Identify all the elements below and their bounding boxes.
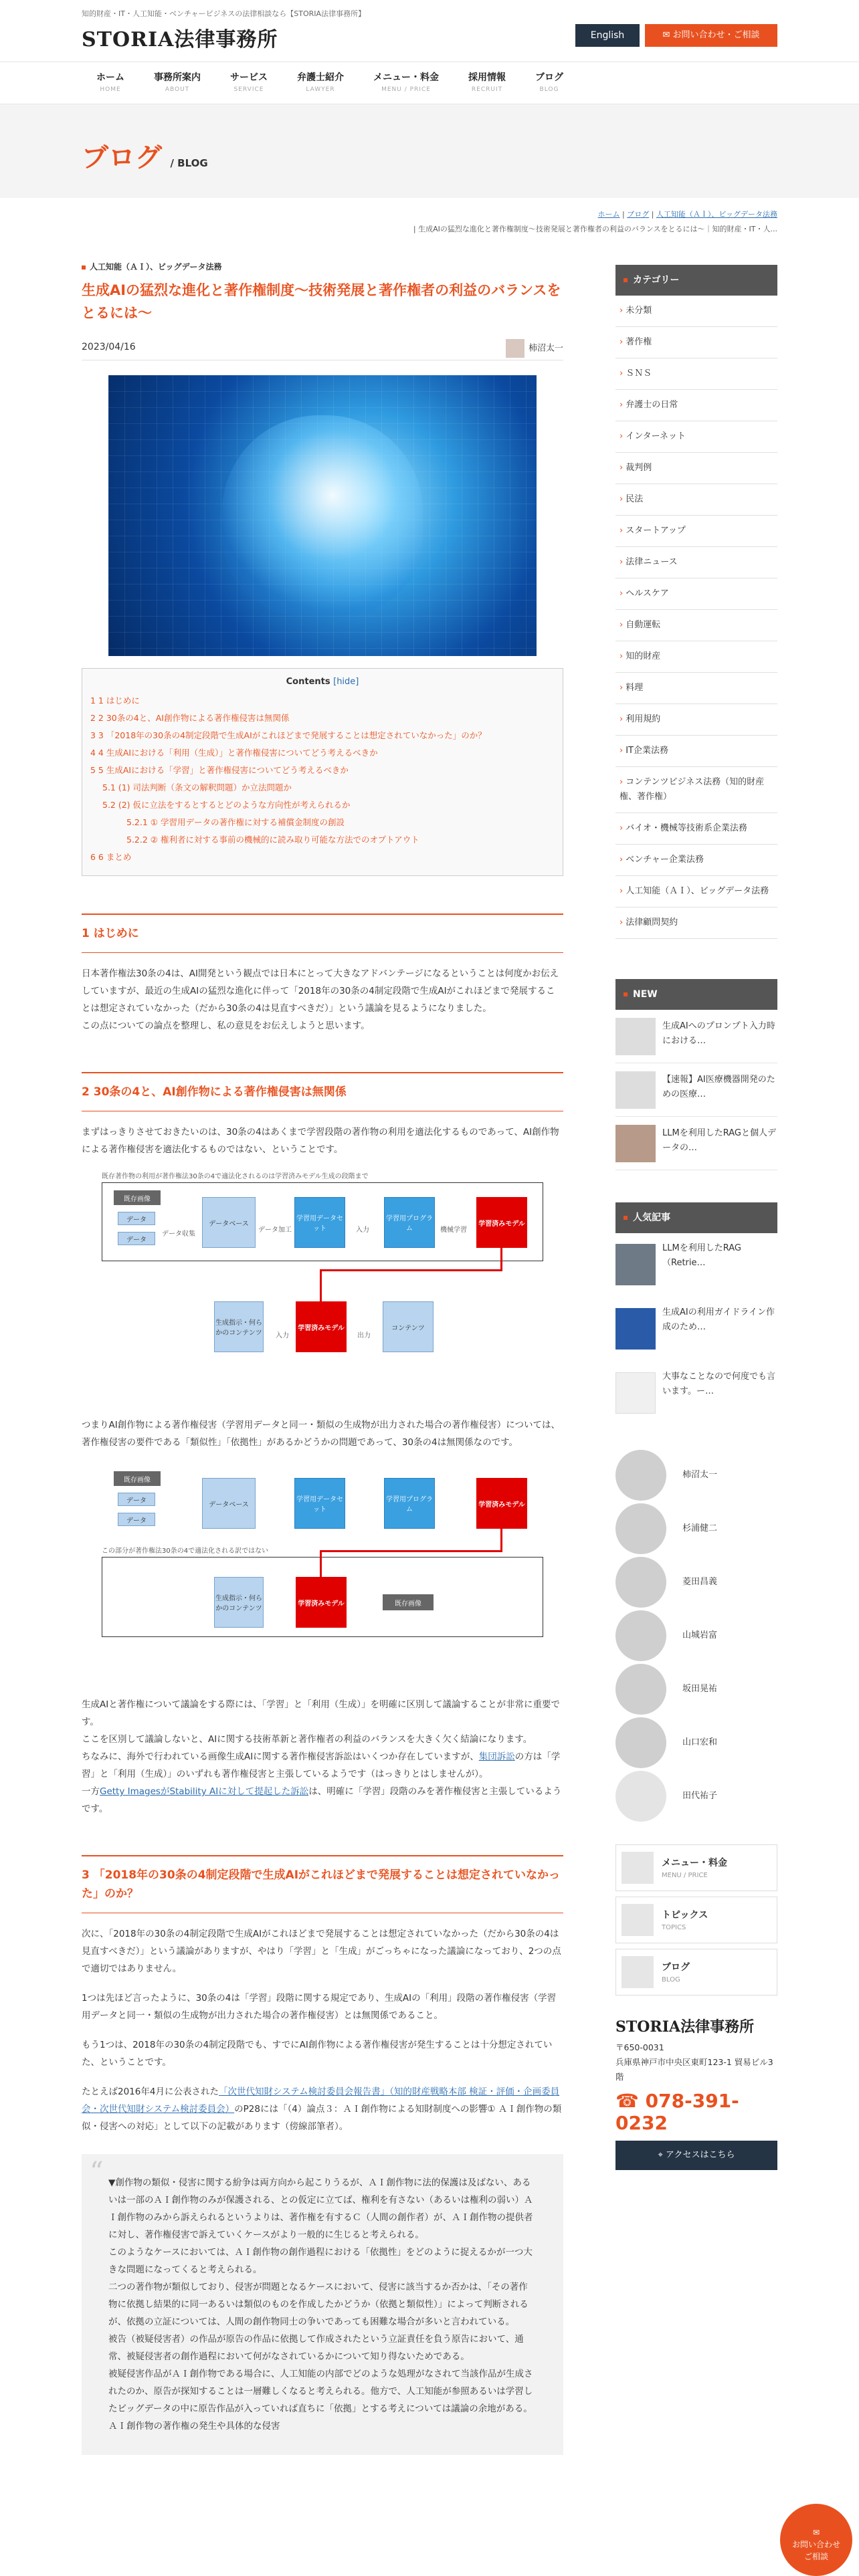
heading-marker: [624, 992, 628, 996]
lawyer-avatar[interactable]: [615, 1450, 666, 1501]
category-item-label[interactable]: 料理: [626, 683, 644, 693]
article-title: 生成AIの猛烈な進化と著作権制度〜技術発展と著作権者の利益のバランスをとるには〜: [82, 282, 561, 321]
new-posts-heading-text: NEW: [633, 989, 658, 1000]
report-link[interactable]: 「次世代知財システム検討委員会報告書」（知的財産戦略本部 検証・評価・企画委員会・次世代知財システム検討委員会）: [82, 2086, 560, 2115]
category-item-label[interactable]: コンテンツビジネス法務（知的財産権、著作権）: [619, 777, 765, 802]
instruction-box: 生成指示・何らかのコンテンツ: [214, 1577, 264, 1628]
post-title[interactable]: 生成AIへのプロンプト入力時における…: [662, 1021, 775, 1046]
chevron-right-icon: ›: [619, 306, 624, 316]
nav-sublabel[interactable]: SERVICE: [233, 86, 264, 93]
contents-box: コンテンツ: [383, 1301, 434, 1352]
breadcrumb-current-text: 生成AIの猛烈な進化と著作権制度〜技術発展と著作権者の利益のバランスをとるには〜｜知的財産・IT・人...: [418, 225, 777, 233]
chevron-right-icon: ›: [619, 337, 624, 347]
blog-button[interactable]: [615, 1949, 777, 1996]
heading-marker: [624, 278, 628, 282]
red-connector: [320, 1550, 322, 1580]
map-pin-icon: ⌖: [658, 2150, 663, 2160]
existing-image-label: 既存画像: [114, 1190, 161, 1205]
lawyer-avatar[interactable]: [615, 1717, 666, 1768]
post-title[interactable]: LLMを利用したRAG（Retrie…: [662, 1243, 741, 1268]
category-heading-text: カテゴリー: [633, 275, 680, 286]
site-tagline: 知的財産・IT・人工知能・ベンチャービジネスの法律相談なら【STORIA法律事務所】: [82, 9, 366, 18]
process-label: データ加工: [258, 1226, 292, 1234]
post-title[interactable]: 大事なことなので何度でも言います。ー…: [662, 1372, 776, 1396]
lawyer-item[interactable]: [615, 1446, 777, 1499]
category-item[interactable]: [615, 547, 777, 578]
lawyer-name[interactable]: 杉浦健二: [682, 1523, 718, 1533]
paragraph: 日本著作権法30条の4は、AI開発という観点では日本にとって大きなアドバンテージになるということは何度かお伝えしていますが、最近の生成AIの猛烈な進化に伴って「2018年の30条の4制定段階で生成AIがこれほどまで発展することは想定されていなかった（だから30条の4は見直すべきだ）」という議論を見るようになりました。: [82, 968, 559, 1014]
model-box: 学習済みモデル: [296, 1301, 347, 1352]
toc-item[interactable]: 6 6 まとめ: [90, 852, 132, 862]
category-item[interactable]: [615, 813, 777, 845]
dataset-box: 学習用データセット: [294, 1197, 345, 1248]
lawyer-item[interactable]: [615, 1553, 777, 1606]
lawyer-avatar[interactable]: [615, 1771, 666, 1822]
breadcrumb-blog[interactable]: ブログ: [627, 210, 650, 219]
category-item-label[interactable]: 法律顧問契約: [626, 918, 678, 928]
new-post-item[interactable]: [615, 1010, 777, 1063]
site-header: [0, 0, 859, 62]
category-item[interactable]: [615, 390, 777, 421]
nav-sublabel[interactable]: LAWYER: [306, 86, 335, 93]
page-title: ブログ: [82, 142, 162, 173]
nav-sublabel[interactable]: HOME: [100, 86, 121, 93]
mail-icon: ✉: [812, 2528, 820, 2537]
paragraph: 生成AIと著作権について議論をする際には、「学習」と「利用（生成）」を明確に区別して議論することが非常に重要です。: [82, 1699, 560, 1727]
nav-label[interactable]: ホーム: [96, 72, 124, 83]
floating-contact-button[interactable]: [780, 2504, 852, 2576]
paragraph: つまりAI創作物による著作権侵害（学習用データと同一・類似の生成物が出力された場合の著作権侵害）については、著作権侵害の要件である「類似性」「依拠性」があるかどうかの問題であって、30条の4は無関係なのです。: [82, 1420, 560, 1448]
nav-label[interactable]: ブログ: [535, 72, 563, 83]
category-marker: [82, 265, 86, 270]
article: [82, 261, 563, 2455]
global-nav: [0, 62, 859, 104]
paragraph: [82, 1748, 563, 1783]
input-label: 入力: [276, 1332, 289, 1339]
category-item-label[interactable]: IT企業法務: [626, 746, 668, 756]
article-author[interactable]: [506, 339, 563, 358]
paragraph: [82, 1783, 563, 1818]
site-logo[interactable]: [82, 23, 278, 52]
chevron-right-icon: ›: [619, 714, 624, 724]
popular-post-item[interactable]: [615, 1233, 777, 1297]
category-item-label[interactable]: ヘルスケア: [626, 588, 669, 599]
nav-sublabel[interactable]: ABOUT: [165, 86, 190, 93]
lawyer-name[interactable]: 坂田晃祐: [682, 1684, 718, 1694]
sidebar: [615, 265, 777, 2170]
program-box: 学習用プログラム: [384, 1197, 435, 1248]
button-label[interactable]: トピックス: [662, 1910, 708, 1921]
data-box: データ: [118, 1493, 155, 1506]
sidebar-buttons: [615, 1844, 777, 1996]
nav-about[interactable]: [139, 62, 215, 104]
category-item-label[interactable]: 人工知能（ＡＩ）、ビッグデータ法務: [626, 886, 769, 896]
office-info: [615, 2016, 777, 2170]
paragraph-text: は、明確に「学習」段階のみを著作権侵害と主張しているようです。: [82, 1786, 562, 1814]
category-item[interactable]: [615, 704, 777, 736]
category-item-label[interactable]: バイオ・機械等技術系企業法務: [626, 823, 747, 833]
category-item[interactable]: [615, 876, 777, 907]
author-name[interactable]: 柿沼太一: [528, 343, 563, 354]
paragraph: まずはっきりさせておきたいのは、30条の4はあくまで学習段階の著作物の利用を適法化するものであって、AI創作物による著作権侵害を適法化するものではない、ということです。: [82, 1127, 559, 1155]
chevron-right-icon: ›: [619, 918, 624, 928]
post-title[interactable]: 【速報】AI医療機器開発のための医療…: [662, 1075, 775, 1099]
category-item[interactable]: [615, 767, 777, 813]
paragraph-text: ちなみに、海外で行われている画像生成AIに関する著作権侵害訴訟はいくつか存在していますが、: [82, 1751, 479, 1762]
chevron-right-icon: ›: [619, 588, 624, 599]
popular-post-item[interactable]: [615, 1297, 777, 1362]
new-post-item[interactable]: [615, 1117, 777, 1170]
program-box: 学習用プログラム: [384, 1478, 435, 1529]
chevron-right-icon: ›: [619, 620, 624, 630]
chevron-right-icon: ›: [619, 431, 624, 441]
site-logo-text[interactable]: STORIA法律事務所: [82, 28, 278, 51]
toc-item[interactable]: 5.2.2 ② 権利者に対する事前の機械的に読み取り可能な方法でのオプトアウト: [126, 835, 419, 845]
post-title[interactable]: 生成AIの利用ガイドライン作成のため…: [662, 1307, 775, 1332]
nav-home[interactable]: [82, 62, 139, 104]
diagram-learning-flow: [82, 1170, 563, 1404]
nav-service[interactable]: [215, 62, 282, 104]
table-of-contents: [82, 668, 563, 876]
article-category[interactable]: [82, 261, 563, 272]
database-box: データベース: [202, 1478, 256, 1529]
lawyer-name[interactable]: 山城岩富: [682, 1630, 718, 1640]
breadcrumb-home[interactable]: ホーム: [597, 210, 620, 219]
chevron-right-icon: ›: [619, 463, 624, 473]
chevron-right-icon: ›: [619, 526, 624, 536]
floating-contact-line2[interactable]: ご相談: [803, 2552, 828, 2561]
chevron-right-icon: ›: [619, 777, 624, 787]
post-thumbnail[interactable]: [615, 1244, 656, 1285]
lawyer-avatar[interactable]: [615, 1610, 666, 1661]
lawyer-item[interactable]: [615, 1606, 777, 1660]
paragraph: もう1つは、2018年の30条の4制定段階でも、すでにAI創作物による著作権侵害が発生することは十分想定されていた、ということです。: [82, 2040, 553, 2068]
office-zip: 〒650-0031: [615, 2042, 664, 2052]
ai-head-illustration: [222, 415, 423, 616]
nav-label[interactable]: メニュー・料金: [373, 72, 439, 83]
popular-posts-heading: [615, 1202, 777, 1233]
floating-contact-line1[interactable]: お問い合わせ: [791, 2540, 840, 2549]
existing-image-output: 既存画像: [383, 1594, 434, 1610]
page-hero: [0, 104, 859, 198]
category-item[interactable]: [615, 907, 777, 939]
breadcrumb: ホーム | ブログ | 人工知能（ＡＩ）、ビッグデータ法務 | 生成AIの猛烈な進化と著作権制度〜技術発展と著作権者の利益のバランスをとるには〜｜知的財産・IT・人...: [269, 207, 777, 237]
contact-button[interactable]: ✉ お問い合わせ・ご相談: [645, 24, 777, 47]
blockquote: [82, 2154, 563, 2455]
button-label[interactable]: ブログ: [662, 1962, 690, 1973]
english-button[interactable]: English: [575, 24, 640, 47]
lawyer-item[interactable]: [615, 1713, 777, 1767]
database-box: データベース: [202, 1197, 256, 1248]
diagram-caption: 既存著作物の利用が著作権法30条の4で適法化されるのは学習済みモデル生成の段階まで: [102, 1173, 369, 1180]
article-date: 2023/04/16: [82, 342, 136, 352]
output-label: 出力: [357, 1332, 371, 1339]
data-box: データ: [118, 1513, 155, 1526]
post-thumbnail[interactable]: [615, 1125, 656, 1162]
post-thumbnail[interactable]: [615, 1071, 656, 1109]
existing-image-label: 既存画像: [114, 1471, 161, 1486]
lawyer-name[interactable]: 柿沼太一: [682, 1470, 718, 1480]
menu-price-button[interactable]: [615, 1844, 777, 1891]
nav-label[interactable]: 採用情報: [468, 72, 506, 83]
input-label: 入力: [356, 1226, 369, 1234]
red-connector: [500, 1248, 502, 1271]
paragraph-text: のP28には「（4）論点３：ＡＩ創作物による知財制度への影響① ＡＩ創作物の類似・侵害への対応」として以下の記載があります（傍線部筆者）。: [82, 2104, 562, 2132]
toc-item[interactable]: 1 1 はじめに: [90, 695, 140, 706]
category-item-label[interactable]: 著作権: [626, 337, 652, 347]
model-box: 学習済みモデル: [476, 1197, 527, 1248]
lawyer-name[interactable]: 山口宏和: [682, 1737, 718, 1747]
diagram-caption: この部分が著作権法30条の4で適法化される訳ではない: [102, 1547, 269, 1555]
red-connector: [320, 1269, 502, 1271]
button-sublabel[interactable]: MENU / PRICE: [662, 1872, 708, 1879]
category-item[interactable]: [615, 516, 777, 547]
category-item[interactable]: [615, 484, 777, 516]
toc-item[interactable]: 5.2.1 ① 学習用データの著作権に対する補償金制度の創設: [126, 817, 345, 827]
learn-label: 機械学習: [440, 1226, 467, 1234]
toc-item[interactable]: 2 2 30条の4と、AI創作物による著作権侵害は無関係: [90, 713, 290, 723]
category-item[interactable]: [615, 845, 777, 876]
category-item[interactable]: [615, 453, 777, 484]
category-heading: [615, 265, 777, 296]
article-eyecatch-image: [108, 375, 537, 656]
toc-title: [90, 677, 555, 687]
lawyer-item[interactable]: [615, 1660, 777, 1713]
category-item[interactable]: [615, 296, 777, 327]
nav-recruit[interactable]: [454, 62, 520, 104]
office-logo: STORIA法律事務所: [615, 2018, 755, 2036]
contact-button-label[interactable]: お問い合わせ・ご相談: [672, 30, 760, 40]
paragraph-text: 一方: [82, 1786, 100, 1797]
topics-icon: [622, 1904, 654, 1936]
access-button[interactable]: [615, 2141, 777, 2170]
chevron-right-icon: ›: [619, 651, 624, 661]
phone-icon: ☎: [615, 2090, 639, 2112]
instruction-box: 生成指示・何らかのコンテンツ: [214, 1301, 264, 1352]
paragraph: 1つは先ほど言ったように、30条の4は「学習」段階に関する規定であり、生成AIの「利用」段階の著作権侵害（学習用データと同一・類似の生成物が出力された場合の著作権侵害）とは無関係であること。: [82, 1993, 557, 2021]
category-item-label[interactable]: 法律ニュース: [626, 557, 678, 567]
post-thumbnail[interactable]: [615, 1372, 656, 1414]
toc-item[interactable]: 5.2 (2) 仮に立法をするとするとどのような方向性が考えられるか: [102, 800, 351, 810]
data-box: データ: [118, 1232, 155, 1245]
popular-posts-heading-text: 人気記事: [633, 1212, 670, 1223]
lawyer-avatar[interactable]: [615, 1664, 666, 1715]
chevron-right-icon: ›: [619, 886, 624, 896]
quote-mark-icon: “: [90, 2157, 104, 2187]
category-item[interactable]: [615, 610, 777, 641]
lawyer-item[interactable]: [615, 1767, 777, 1820]
button-sublabel[interactable]: TOPICS: [662, 1924, 686, 1931]
popular-post-item[interactable]: [615, 1362, 777, 1426]
nav-label[interactable]: 弁護士紹介: [297, 72, 344, 83]
section-heading-1: 1 はじめに: [82, 914, 563, 953]
category-item-label[interactable]: スタートアップ: [626, 526, 686, 536]
topics-button[interactable]: [615, 1897, 777, 1943]
category-item-label[interactable]: インターネット: [626, 431, 686, 441]
category-item-label[interactable]: 知的財産: [626, 651, 661, 661]
nav-label[interactable]: サービス: [230, 72, 268, 83]
quote-text: ▼創作物の類似・侵害に関する紛争は両方向から起こりうるが、ＡＩ創作物に法的保護は及ばない、あるいは一部のＡＩ創作物のみが保護される、との仮定に立てば、権利を有さない（あるいは権利の弱い）ＡＩ創作物のみから訴えられるというよりは、著作権を有するＣ（人間の創作者）が、ＡＩ創作物の提供者に対し、著作権侵害で訴えていくケースがより一般的に生じると考えられる。 このようなケースにおいては、ＡＩ創作物の創作過程における「依拠性」をどのように捉えるかが一つ大きな問題になってくると考えられる。 二つの著作物が類似しており、侵害が問題となるケースにおいて、侵害に該当するか否かは、「その著作物に依拠し結果的に同一あるいは類似のものを作成したかどうか（依拠と類似性）」によって判断されるが、依拠の立証については、人間の創作物同士の争いであっても困難な場合が多いと言われている。 被告（被疑侵害者）の作品が原告の作品に依拠して作成されたという立証責任を負う原告において、通常、被疑侵害者の創作過程において何がなされているかについて知り得ないためである。 被疑侵害作品がＡＩ創作物である場合に、人工知能の内部でどのような処理がなされて当該作品が生成されたのか、原告が探知することは一層難しくなると考えられる。他方で、人工知能が参照あるいは学習したビッグデータの中に原告作品が入っていれば直ちに「依拠」とする考えについては議論の余地がある。ＡＩ創作物の著作権の発生や具体的な侵害: [108, 2177, 533, 2432]
menu-icon: [622, 1852, 654, 1884]
lawyer-avatar[interactable]: [615, 1557, 666, 1608]
category-item[interactable]: [615, 358, 777, 390]
toc-item[interactable]: 5.1 (1) 司法判断（条文の解釈問題）か立法問題か: [102, 782, 292, 792]
getty-lawsuit-link[interactable]: Getty ImagesがStability AIに対して提起した訴訟: [100, 1786, 309, 1797]
red-connector: [320, 1550, 502, 1552]
chevron-right-icon: ›: [619, 557, 624, 567]
nav-label[interactable]: 事務所案内: [154, 72, 201, 83]
diagram-infringement-flow: [82, 1463, 563, 1684]
post-title[interactable]: LLMを利用したRAGと個人データの…: [662, 1128, 776, 1153]
new-post-item[interactable]: [615, 1063, 777, 1117]
new-posts-heading: [615, 979, 777, 1010]
chevron-right-icon: ›: [619, 683, 624, 693]
lawyer-name[interactable]: 菱田昌義: [682, 1577, 718, 1587]
office-address: 兵庫県神戸市中央区東町123-1 貿易ビル3階: [615, 2057, 773, 2082]
page-subtitle: / BLOG: [170, 157, 208, 169]
paragraph-text: の方は「学習」と「利用（生成）」のいずれも著作権侵害と主張しているようです（はっきりとはしませんが）。: [82, 1751, 561, 1780]
blog-icon: [622, 1956, 654, 1988]
access-button-label[interactable]: アクセスはこちら: [665, 2150, 735, 2160]
section-heading-2: 2 30条の4と、AI創作物による著作権侵害は無関係: [82, 1072, 563, 1111]
category-item-label[interactable]: 弁護士の日常: [626, 400, 678, 410]
chevron-right-icon: ›: [619, 494, 624, 504]
category-item[interactable]: [615, 421, 777, 453]
lawyer-avatar[interactable]: [615, 1503, 666, 1554]
office-phone-number[interactable]: 078-391-0232: [615, 2090, 739, 2134]
nav-sublabel[interactable]: MENU / PRICE: [381, 86, 431, 93]
toc-hide-toggle[interactable]: [hide]: [333, 677, 359, 687]
category-item[interactable]: [615, 578, 777, 610]
dataset-box: 学習用データセット: [294, 1478, 345, 1529]
toc-title-text: Contents: [286, 677, 330, 687]
button-label[interactable]: メニュー・料金: [662, 1858, 727, 1868]
category-item-label[interactable]: 未分類: [626, 306, 652, 316]
article-meta: [82, 334, 563, 360]
toc-item[interactable]: 5 5 生成AIにおける「学習」と著作権侵害についてどう考えるべきか: [90, 765, 349, 775]
nav-lawyer[interactable]: [282, 62, 359, 104]
heading-marker: [624, 1216, 628, 1220]
post-thumbnail[interactable]: [615, 1018, 656, 1055]
red-connector: [500, 1529, 502, 1551]
paragraph: 次に、「2018年の30条の4制定段階で生成AIがこれほどまで発展することは想定されていなかった（だから30条の4は見直すべきだ）」という議論がありますが、やはり「学習」と「生成」がごっちゃになった議論になっており、2つの点で適切ではありません。: [82, 1929, 561, 1974]
toc-item[interactable]: 4 4 生成AIにおける「利用（生成）」と著作権侵害についてどう考えるべきか: [90, 748, 378, 758]
author-avatar[interactable]: [506, 339, 524, 358]
nav-blog[interactable]: [520, 62, 578, 104]
category-item-label[interactable]: 自動運転: [626, 620, 661, 630]
category-item[interactable]: [615, 641, 777, 673]
category-item[interactable]: [615, 736, 777, 767]
red-connector: [320, 1269, 322, 1303]
category-item-label[interactable]: ＳＮＳ: [626, 368, 652, 379]
nav-sublabel[interactable]: RECRUIT: [471, 86, 503, 93]
paragraph: この点についての論点を整理し、私の意見をお伝えしようと思います。: [82, 1021, 370, 1031]
class-action-link[interactable]: 集団訴訟: [478, 1751, 515, 1762]
lawyer-name[interactable]: 田代祐子: [682, 1791, 718, 1801]
breadcrumb-current: | 生成AIの猛烈な進化と著作権制度〜技術発展と著作権者の利益のバランスをとるには〜｜知的財産・IT・人...: [413, 225, 777, 233]
category-item-label[interactable]: 裁判例: [626, 463, 652, 473]
chevron-right-icon: ›: [619, 400, 624, 410]
article-category-text[interactable]: 人工知能（ＡＩ）、ビッグデータ法務: [90, 262, 222, 272]
category-list: [615, 296, 777, 939]
button-sublabel[interactable]: BLOG: [662, 1976, 680, 1983]
category-item-label[interactable]: 民法: [626, 494, 644, 504]
toc-item[interactable]: 3 3 「2018年の30条の4制定段階で生成AIがこれほどまで発展することは想定されていなかった」のか？: [90, 730, 486, 740]
chevron-right-icon: ›: [619, 823, 624, 833]
office-phone: [615, 2090, 777, 2134]
category-item[interactable]: [615, 327, 777, 358]
paragraph: [82, 2083, 563, 2135]
paragraph: ここを区別して議論しないと、AIに関する技術革新と著作権者の利益のバランスを大きく欠く結論になります。: [82, 1734, 533, 1745]
nav-sublabel[interactable]: BLOG: [539, 86, 559, 93]
model-box: 学習済みモデル: [296, 1577, 347, 1628]
post-thumbnail[interactable]: [615, 1308, 656, 1350]
model-box: 学習済みモデル: [476, 1478, 527, 1529]
lawyer-list: [615, 1446, 777, 1820]
collect-label: データ収集: [162, 1230, 195, 1238]
chevron-right-icon: ›: [619, 855, 624, 865]
category-item[interactable]: [615, 673, 777, 704]
nav-menu-price[interactable]: [359, 62, 454, 104]
paragraph-text: たとえば2016年4月に公表された: [82, 2086, 219, 2097]
category-item-label[interactable]: ベンチャー企業法務: [626, 855, 704, 865]
chevron-right-icon: ›: [619, 746, 624, 756]
category-item-label[interactable]: 利用規約: [626, 714, 661, 724]
chevron-right-icon: ›: [619, 368, 624, 379]
lawyer-item[interactable]: [615, 1499, 777, 1553]
data-box: データ: [118, 1212, 155, 1225]
section-heading-3: 3 「2018年の30条の4制定段階で生成AIがこれほどまで発展することは想定されていなかった」のか？: [82, 1855, 563, 1913]
breadcrumb-category[interactable]: 人工知能（ＡＩ）、ビッグデータ法務: [656, 210, 777, 219]
